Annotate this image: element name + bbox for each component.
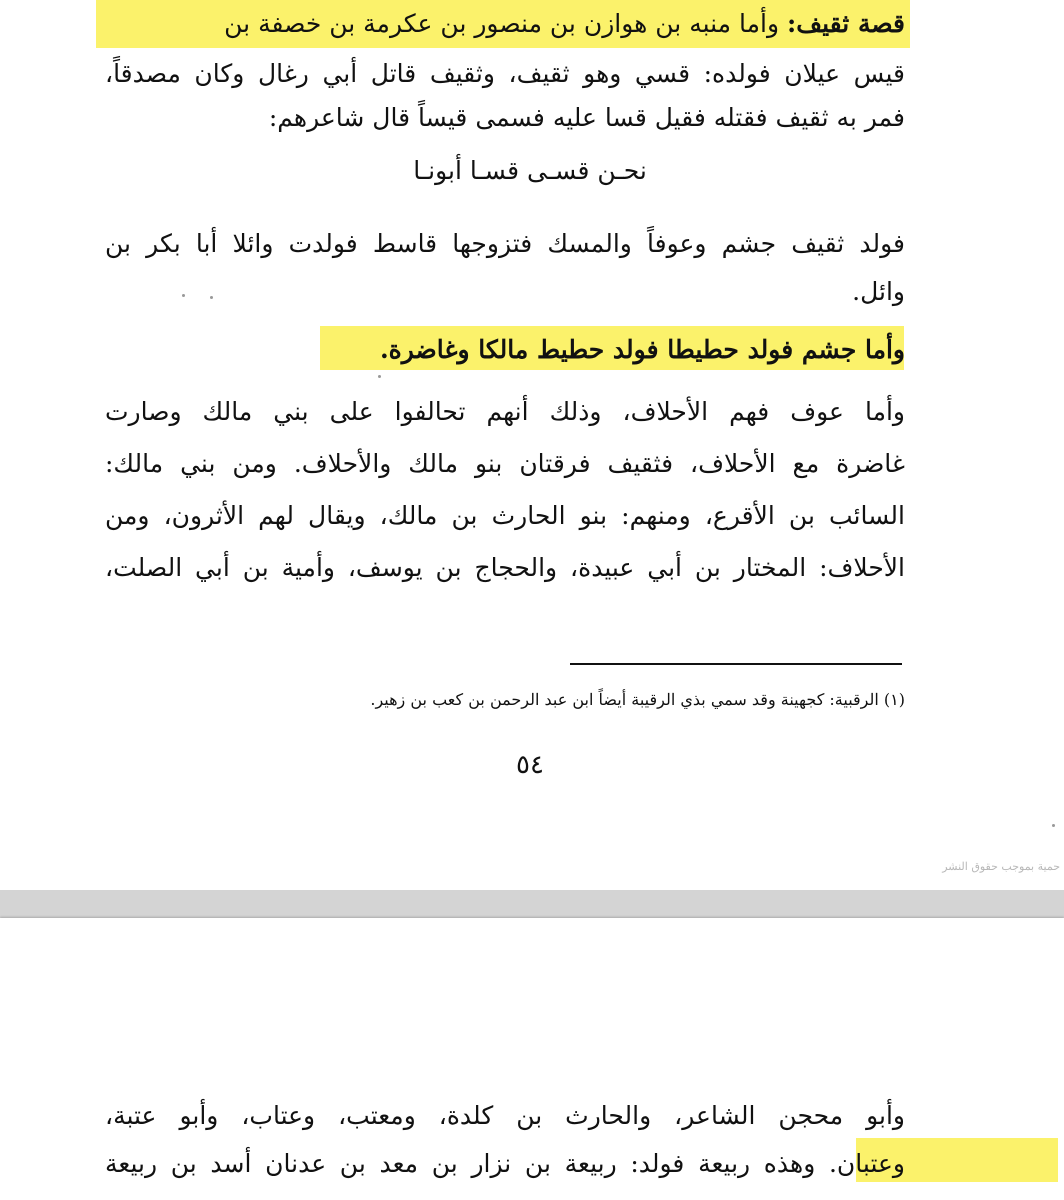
- section-heading: قصة ثقيف:: [787, 9, 905, 38]
- footnote: (١) الرقبية: كجهينة وقد سمي بذي الرقيبة أيضاً ابن عبد الرحمن بن كعب بن زهير.: [370, 690, 905, 709]
- text-line-10: السائب بن الأقرع، ومنهم: بنو الحارث بن مالك، ويقال لهم الأثرون، ومن: [105, 501, 905, 530]
- page-gap: [0, 890, 1064, 918]
- scan-speck: [210, 296, 213, 299]
- watermark: حمية بموجب حقوق النشر: [942, 860, 1060, 873]
- text-line-7: وأما جشم فولد حطيطا فولد حطيط مالكا وغاضرة.: [379, 335, 905, 364]
- text-line-8: وأما عوف فهم الأحلاف، وذلك أنهم تحالفوا على بني مالك وصارت: [105, 397, 905, 426]
- footnote-rule: [570, 663, 902, 665]
- document-page-2: [0, 918, 1064, 1200]
- scan-speck: [1052, 824, 1055, 827]
- text-line-1: [105, 2, 905, 46]
- text-line-1-body: وأما منبه بن هوازن بن منصور بن عكرمة بن خصفة بن: [224, 9, 787, 38]
- text-line-6: وائل.: [852, 277, 905, 306]
- verse-line: نحـن قسـى قسـا أبونـا: [413, 156, 647, 185]
- page-number: ٥٤: [516, 750, 544, 780]
- text-line-9: غاضرة مع الأحلاف، فثقيف فرقتان بنو مالك والأحلاف. ومن بني مالك:: [105, 449, 905, 478]
- scan-speck: [378, 375, 381, 378]
- text-line-3: فمر به ثقيف فقتله فقيل قسا عليه فسمى قيساً قال شاعرهم:: [268, 103, 905, 132]
- scan-speck: [182, 294, 185, 297]
- text-line-11: الأحلاف: المختار بن أبي عبيدة، والحجاج بن يوسف، وأمية بن أبي الصلت،: [105, 553, 905, 582]
- text-line-5: فولد ثقيف جشم وعوفاً والمسك فتزوجها قاسط فولدت وائلا أبا بكر بن: [105, 229, 905, 258]
- page2-text-line-1: وأبو محجن الشاعر، والحارث بن كلدة، ومعتب، وعتاب، وأبو عتبة،: [105, 1101, 905, 1130]
- page2-text-line-2: وعتبان. وهذه ربيعة فولد: ربيعة بن نزار بن معد بن عدنان أسد بن ربيعة: [105, 1149, 905, 1178]
- text-line-2: قيس عيلان فولده: قسي وهو ثقيف، وثقيف قاتل أبي رغال وكان مصدقاً،: [105, 59, 905, 88]
